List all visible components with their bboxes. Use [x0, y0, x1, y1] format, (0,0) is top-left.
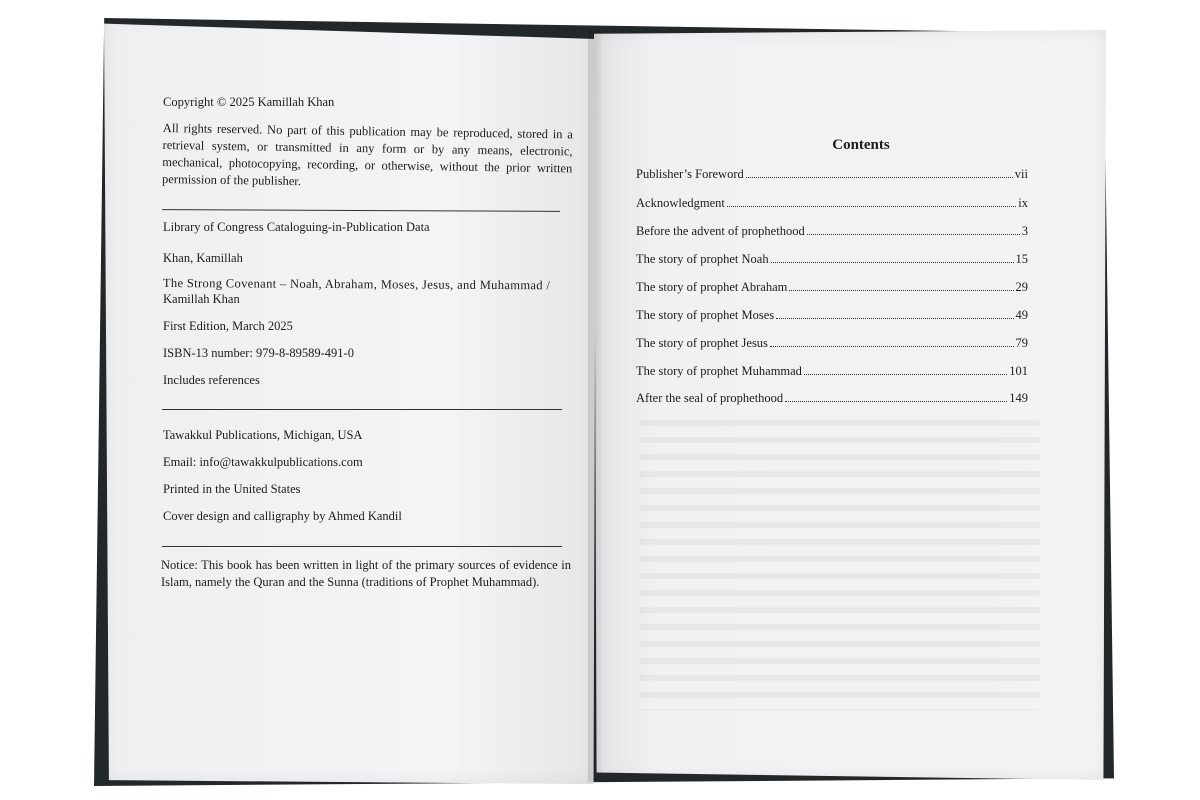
- toc-entry-title: Before the advent of prophethood: [636, 224, 805, 238]
- toc-entry-page: 149: [1009, 391, 1028, 405]
- toc-leader: [727, 205, 1016, 207]
- toc-entry: [636, 280, 1028, 295]
- toc-entry-title: After the seal of prophethood: [636, 391, 784, 405]
- toc-entry-title: The story of prophet Abraham: [636, 280, 788, 294]
- toc-entry-page: 29: [1015, 280, 1028, 294]
- toc-leader: [776, 317, 1013, 319]
- show-through-lines: [640, 420, 1040, 710]
- toc-entry-page: 101: [1009, 364, 1028, 378]
- contents-heading: Contents: [832, 137, 890, 153]
- toc-leader: [804, 373, 1007, 375]
- toc-entry-title: The story of prophet Noah: [636, 252, 769, 266]
- toc-leader: [785, 400, 1007, 402]
- title-line-2: Kamillah Khan: [163, 292, 240, 306]
- toc-entry-page: 3: [1021, 224, 1028, 238]
- toc-leader: [789, 289, 1013, 291]
- toc-entry-title: The story of prophet Muhammad: [636, 364, 802, 378]
- toc-entry-page: ix: [1018, 196, 1028, 210]
- copyright-line: Copyright © 2025 Kamillah Khan: [163, 95, 335, 109]
- toc-entry: [636, 391, 1028, 406]
- publisher-line: Tawakkul Publications, Michigan, USA: [163, 428, 363, 442]
- divider-2: [162, 409, 562, 410]
- edition-line: First Edition, March 2025: [163, 319, 293, 333]
- divider-3: [162, 546, 562, 547]
- references-line: Includes references: [163, 373, 260, 387]
- toc-entry: [636, 252, 1028, 267]
- rights-paragraph: All rights reserved. No part of this publication may be reproduced, stored in a retrieval system, or transmitted in any form or by any means, electronic, mechanical, photocopying, recording, or otherwise, without the prior written permission of the publisher.: [161, 120, 573, 189]
- toc-entry-page: 79: [1015, 336, 1028, 350]
- toc-entry-page: vii: [1014, 167, 1028, 181]
- toc-entry-page: 15: [1015, 252, 1028, 266]
- toc-leader: [807, 233, 1020, 235]
- toc-entry: [636, 224, 1028, 239]
- toc-entry: [636, 336, 1028, 351]
- toc-entry: [636, 196, 1028, 211]
- toc-leader: [770, 345, 1014, 347]
- title-line-1: The Strong Covenant – Noah, Abraham, Moses, Jesus, and Muhammad /: [162, 275, 551, 293]
- notice-paragraph: Notice: This book has been written in light of the primary sources of evidence in Islam, namely the Quran and the Sunna (traditions of Prophet Muhammad).: [161, 558, 571, 589]
- toc-entry-page: 49: [1015, 308, 1028, 322]
- cover-design-line: Cover design and calligraphy by Ahmed Kandil: [163, 509, 402, 523]
- toc-entry: [636, 308, 1028, 323]
- author-line: Khan, Kamillah: [163, 251, 243, 265]
- toc-entry: [636, 364, 1028, 379]
- toc-entry-title: The story of prophet Jesus: [636, 336, 768, 350]
- toc-entry-title: The story of prophet Moses: [636, 308, 775, 322]
- toc-leader: [746, 176, 1013, 178]
- toc-entry: [636, 167, 1028, 182]
- book-gutter: [588, 30, 602, 782]
- toc-leader: [771, 261, 1014, 263]
- email-line: Email: info@tawakkulpublications.com: [163, 455, 363, 469]
- printed-line: Printed in the United States: [163, 482, 301, 496]
- toc-entry-title: Publisher’s Foreword: [636, 167, 744, 181]
- isbn-line: ISBN-13 number: 979-8-89589-491-0: [163, 346, 354, 360]
- toc-entry-title: Acknowledgment: [636, 196, 725, 210]
- cip-heading: Library of Congress Cataloguing-in-Publication Data: [163, 220, 430, 234]
